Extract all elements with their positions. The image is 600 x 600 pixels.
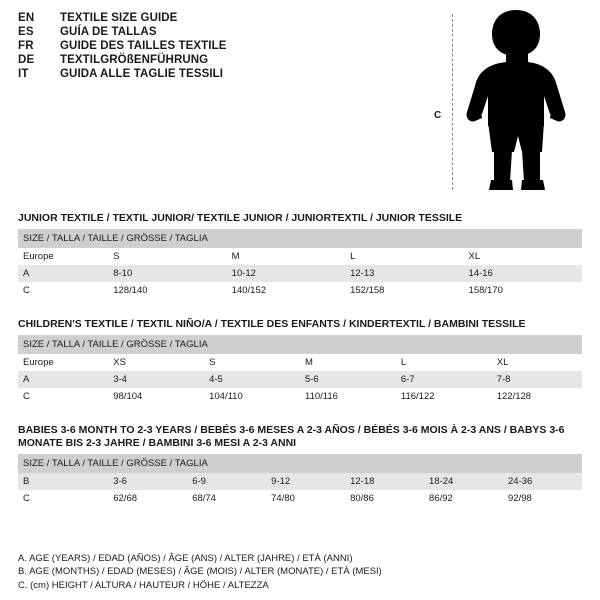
legend xyxy=(18,552,582,593)
cell-value: 68/74 xyxy=(187,490,266,507)
size-header-label: SIZE / TALLA / TAILLE / GRÖSSE / TAGLIA xyxy=(18,229,582,248)
column-header: XL xyxy=(492,354,582,371)
size-table-junior xyxy=(18,229,582,299)
header-title: GUIDA ALLE TAGLIE TESSILI xyxy=(60,68,224,80)
cell-value: 116/122 xyxy=(396,388,492,405)
column-header: S xyxy=(108,248,226,265)
header-row xyxy=(18,12,438,24)
cell-value: 122/128 xyxy=(492,388,582,405)
column-header: XL xyxy=(464,248,582,265)
column-header: L xyxy=(345,248,463,265)
table-row xyxy=(18,388,582,405)
column-header: Europe xyxy=(18,354,108,371)
cell-value: 158/170 xyxy=(464,282,582,299)
row-key: B xyxy=(18,473,108,490)
cell-value: 5-6 xyxy=(300,371,396,388)
column-header: M xyxy=(300,354,396,371)
header-title: GUIDE DES TAILLES TEXTILE xyxy=(60,40,227,52)
table-row xyxy=(18,265,582,282)
section-junior xyxy=(18,212,582,299)
cell-value: 104/110 xyxy=(204,388,300,405)
row-key: A xyxy=(18,371,108,388)
height-measure-label: C xyxy=(434,110,442,121)
cell-value: 3-6 xyxy=(108,473,187,490)
cell-value: 6-7 xyxy=(396,371,492,388)
header-language-code: FR xyxy=(18,40,34,52)
header-row xyxy=(18,68,438,80)
section-children xyxy=(18,318,582,405)
cell-value: 86/92 xyxy=(424,490,503,507)
table-row xyxy=(18,473,582,490)
table-row-columns xyxy=(18,248,582,265)
row-key: C xyxy=(18,282,108,299)
column-header: M xyxy=(227,248,345,265)
cell-value: 140/152 xyxy=(227,282,345,299)
column-header: Europe xyxy=(18,248,108,265)
section-babies xyxy=(18,424,582,507)
section-title: CHILDREN'S TEXTILE / TEXTIL NIÑO/A / TEXTILE DES ENFANTS / KINDERTEXTIL / BAMBINI TESSILE xyxy=(18,318,526,330)
legend-line: C. (cm) HEIGHT / ALTURA / HAUTEUR / HÖHE / ALTEZZA xyxy=(18,579,269,591)
header-language-code: IT xyxy=(18,68,29,80)
cell-value: 12-18 xyxy=(345,473,424,490)
table-row-header xyxy=(18,229,582,248)
cell-value: 128/140 xyxy=(108,282,226,299)
column-header: S xyxy=(204,354,300,371)
size-header-label: SIZE / TALLA / TAILLE / GRÖSSE / TAGLIA xyxy=(18,335,582,354)
header xyxy=(18,12,438,82)
cell-value: 12-13 xyxy=(345,265,463,282)
size-header-label: SIZE / TALLA / TAILLE / GRÖSSE / TAGLIA xyxy=(18,454,582,473)
cell-value: 98/104 xyxy=(108,388,204,405)
cell-value: 110/116 xyxy=(300,388,396,405)
column-header: XS xyxy=(108,354,204,371)
table-row xyxy=(18,490,582,507)
size-table-children xyxy=(18,335,582,405)
header-title: TEXTILE SIZE GUIDE xyxy=(60,12,178,24)
header-title: GUÍA DE TALLAS xyxy=(60,26,157,38)
header-language-code: DE xyxy=(18,54,35,66)
row-key: A xyxy=(18,265,108,282)
cell-value: 62/68 xyxy=(108,490,187,507)
cell-value: 8-10 xyxy=(108,265,226,282)
cell-value: 24-36 xyxy=(503,473,582,490)
row-key: C xyxy=(18,388,108,405)
cell-value: 3-4 xyxy=(108,371,204,388)
column-header: L xyxy=(396,354,492,371)
cell-value: 14-16 xyxy=(464,265,582,282)
cell-value: 6-9 xyxy=(187,473,266,490)
section-title: BABIES 3-6 MONTH TO 2-3 YEARS / BEBÉS 3-6 MESES A 2-3 AÑOS / BÉBÉS 3-6 MOIS À 2-3 ANS / BABYS 3-6 MONATE BIS 2-3 JAHRE / BAMBINI 3-6 MESI A 2-3 ANNI xyxy=(18,424,565,449)
cell-value: 74/80 xyxy=(266,490,345,507)
figure-area xyxy=(432,6,582,196)
size-table-babies xyxy=(18,454,582,507)
table-row xyxy=(18,282,582,299)
cell-value: 10-12 xyxy=(227,265,345,282)
header-title: TEXTILGRÖßENFÜHRUNG xyxy=(60,54,209,66)
header-row xyxy=(18,26,438,38)
cell-value: 4-5 xyxy=(204,371,300,388)
section-title: JUNIOR TEXTILE / TEXTIL JUNIOR/ TEXTILE JUNIOR / JUNIORTEXTIL / JUNIOR TESSILE xyxy=(18,212,463,224)
child-silhouette-icon xyxy=(458,6,578,196)
table-row-header xyxy=(18,335,582,354)
cell-value: 9-12 xyxy=(266,473,345,490)
table-row-columns xyxy=(18,354,582,371)
cell-value: 18-24 xyxy=(424,473,503,490)
table-row xyxy=(18,371,582,388)
header-language-code: EN xyxy=(18,12,35,24)
header-language-code: ES xyxy=(18,26,34,38)
height-measure-line xyxy=(452,14,453,190)
cell-value: 152/158 xyxy=(345,282,463,299)
legend-line: A. AGE (YEARS) / EDAD (AÑOS) / ÂGE (ANS) / ALTER (JAHRE) / ETÀ (ANNI) xyxy=(18,552,353,564)
cell-value: 7-8 xyxy=(492,371,582,388)
table-row-header xyxy=(18,454,582,473)
row-key: C xyxy=(18,490,108,507)
header-row xyxy=(18,40,438,52)
cell-value: 80/86 xyxy=(345,490,424,507)
header-row xyxy=(18,54,438,66)
legend-line: B. AGE (MONTHS) / EDAD (MESES) / ÂGE (MOIS) / ALTER (MONATE) / ETÀ (MESI) xyxy=(18,566,382,577)
cell-value: 92/98 xyxy=(503,490,582,507)
